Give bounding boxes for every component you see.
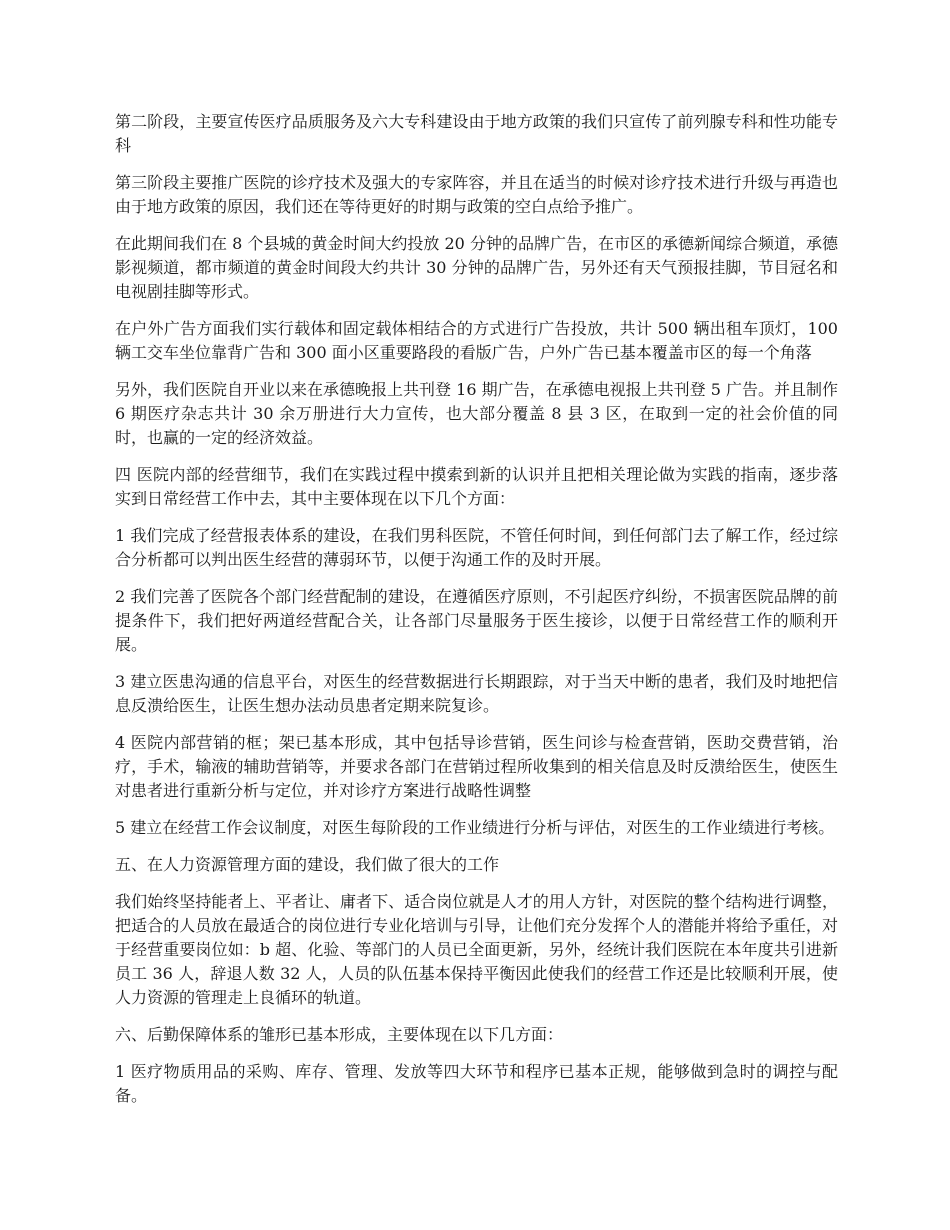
list-item-department-config: 2 我们完善了医院各个部门经营配制的建设，在遵循医疗原则，不引起医疗纠纷，不损害医院品牌的前提条件下，我们把好两道经营配合关，让各部门尽量服务于医生接诊，以便于日常经营工作的顺利开展。 xyxy=(115,587,838,654)
paragraph-stage-two: 第二阶段，主要宣传医疗品质服务及六大专科建设由于地方政策的我们只宣传了前列腺专科和性功能专科 xyxy=(115,112,838,155)
list-item-internal-marketing: 4 医院内部营销的框；架已基本形成，其中包括导诊营销，医生问诊与检查营销，医助交费营销，治疗，手术，输液的辅助营销等，并要求各部门在营销过程所收集到的相关信息及时反溃给医生，使医生对患者进行重新分析与定位，并对诊疗方案进行战略性调整 xyxy=(115,733,838,800)
paragraph-stage-three: 第三阶段主要推广医院的诊疗技术及强大的专家阵容，并且在适当的时候对诊疗技术进行升级与再造也由于地方政策的原因，我们还在等待更好的时期与政策的空白点给予推广。 xyxy=(115,173,838,216)
paragraph-print-ads: 另外，我们医院自开业以来在承德晚报上共刊登 16 期广告，在承德电视报上共刊登 5 广告。并且制作 6 期医疗杂志共计 30 余万册进行大力宣传，也大部分覆盖 8 县 3 区，在取到一定的社会价值的同时，也赢的一定的经济效益。 xyxy=(115,380,838,447)
list-item-meeting-system: 5 建立在经营工作会议制度，对医生每阶段的工作业绩进行分析与评估，对医生的工作业绩进行考核。 xyxy=(115,818,835,837)
paragraph-human-resources: 我们始终坚持能者上、平者让、庸者下、适合岗位就是人才的用人方针，对医院的整个结构进行调整，把适合的人员放在最适合的岗位进行专业化培训与引导，让他们充分发挥个人的潜能并将给予重任，对于经营重要岗位如：b 超、化验、等部门的人员已全面更新，另外，经统计我们医院在本年度共引进新员工 36 人，辞退人数 32 人，人员的队伍基本保持平衡因此使我们的经营工作还是比较顺利开展，使人力资源的管理走上良循环的轨道。 xyxy=(115,892,838,1007)
paragraph-tv-ads: 在此期间我们在 8 个县城的黄金时间大约投放 20 分钟的品牌广告，在市区的承德新闻综合频道，承德影视频道，都市频道的黄金时间段大约共计 30 分钟的品牌广告，另外还有天气预报挂脚，节目冠名和电视剧挂脚等形式。 xyxy=(115,234,838,301)
list-item-medical-supplies: 1 医疗物质用品的采购、库存、管理、发放等四大环节和程序已基本正规，能够做到急时的调控与配备。 xyxy=(115,1062,838,1105)
paragraph-outdoor-ads: 在户外广告方面我们实行载体和固定载体相结合的方式进行广告投放，共计 500 辆出租车顶灯，100 辆工交车坐位靠背广告和 300 面小区重要路段的看版广告，户外广告已基本覆盖市区的每一个角落 xyxy=(115,319,838,362)
section-heading-logistics: 六、后勤保障体系的雏形已基本形成，主要体现在以下几方面： xyxy=(115,1025,564,1044)
list-item-report-system: 1 我们完成了经营报表体系的建设，在我们男科医院，不管任何时间，到任何部门去了解工作，经过综合分析都可以判出医生经营的薄弱环节，以便于沟通工作的及时开展。 xyxy=(115,526,838,569)
list-item-communication-platform: 3 建立医患沟通的信息平台，对医生的经营数据进行长期跟踪，对于当天中断的患者，我们及时地把信息反溃给医生，让医生想办法动员患者定期来院复诊。 xyxy=(115,672,838,715)
section-heading-internal-operations: 四 医院内部的经营细节，我们在实践过程中摸索到新的认识并且把相关理论做为实践的指南，逐步落实到日常经营工作中去，其中主要体现在以下几个方面： xyxy=(115,465,838,508)
section-heading-human-resources: 五、在人力资源管理方面的建设，我们做了很大的工作 xyxy=(115,855,500,874)
